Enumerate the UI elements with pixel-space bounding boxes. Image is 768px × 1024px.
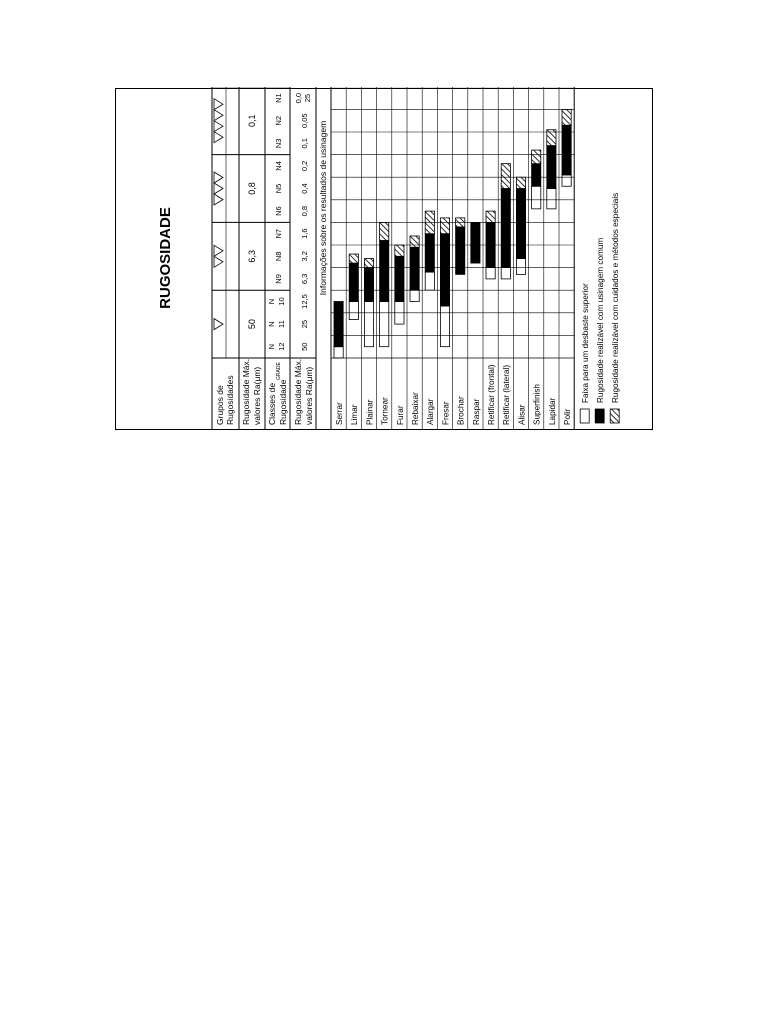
class-label: N8 bbox=[274, 251, 283, 262]
bar-white bbox=[380, 302, 389, 347]
process-label: Alisar bbox=[517, 404, 527, 425]
class-label: N9 bbox=[274, 274, 283, 284]
bar-white bbox=[364, 302, 373, 347]
roughness-triangle-icon bbox=[214, 132, 223, 143]
class-label: N4 bbox=[274, 161, 283, 171]
grupos-label-1: Grupos de bbox=[215, 385, 225, 425]
process-label: Polir bbox=[563, 408, 572, 425]
chart-title: RUGOSIDADE bbox=[157, 207, 174, 309]
process-label: Lapidar bbox=[547, 397, 557, 425]
info-label: Informações sobre os resultados de usinagem bbox=[318, 120, 328, 296]
class-label: N7 bbox=[274, 228, 283, 239]
rugosidade-chart bbox=[116, 87, 654, 429]
group-max-value: 6,3 bbox=[247, 250, 257, 263]
group-max-value: 0,1 bbox=[247, 114, 257, 127]
process-rows bbox=[331, 87, 574, 429]
legend bbox=[580, 193, 620, 423]
bar-hatch bbox=[364, 259, 373, 268]
bar-white bbox=[486, 268, 495, 279]
group-max-value: 0,8 bbox=[247, 182, 257, 195]
bar-white bbox=[501, 268, 510, 279]
ra-value: 50 bbox=[300, 342, 309, 351]
bar-black bbox=[364, 268, 373, 302]
grupos-label-2: Rugosidades bbox=[225, 375, 235, 425]
class-label: 10 bbox=[277, 297, 286, 306]
bar-hatch bbox=[516, 177, 525, 188]
bar-white bbox=[425, 272, 434, 290]
rmax-label-2: valores Ra(μm) bbox=[252, 366, 262, 425]
process-label: Rebaixar bbox=[411, 392, 420, 425]
process-label: Brochar bbox=[456, 396, 466, 425]
bar-hatch bbox=[410, 236, 419, 247]
bar-hatch bbox=[349, 254, 358, 263]
bar-black bbox=[440, 234, 449, 306]
process-label: Fresar bbox=[441, 401, 451, 425]
process-label: Furar bbox=[395, 405, 405, 425]
class-label: N1 bbox=[274, 93, 283, 103]
bar-white bbox=[334, 347, 343, 358]
ra-value: 0,05 bbox=[300, 113, 309, 129]
legend-swatch bbox=[595, 409, 604, 423]
ra-value: 25 bbox=[303, 93, 312, 103]
process-label: Plainar bbox=[365, 399, 375, 425]
bar-black bbox=[349, 263, 358, 301]
ra-value: 12,5 bbox=[300, 294, 309, 309]
bar-white bbox=[532, 186, 541, 209]
legend-swatch bbox=[580, 409, 589, 423]
roughness-groups bbox=[214, 99, 257, 330]
roughness-triangle-icon bbox=[214, 194, 223, 205]
roughness-triangle-icon bbox=[214, 183, 223, 194]
rmax2-label-1: Rugosidade Máx. bbox=[293, 358, 303, 425]
bar-black bbox=[410, 247, 419, 290]
bar-hatch bbox=[501, 164, 510, 189]
roughness-triangle-icon bbox=[214, 245, 223, 256]
class-label: 12 bbox=[277, 342, 286, 351]
ra-value: 0,1 bbox=[300, 138, 309, 149]
class-label: N bbox=[267, 343, 276, 350]
class-label: N bbox=[267, 298, 276, 305]
bar-black bbox=[547, 146, 556, 189]
roughness-triangle-icon bbox=[214, 99, 223, 110]
bar-white bbox=[410, 290, 419, 301]
ra-value: 3,2 bbox=[300, 251, 309, 262]
roughness-triangle-icon bbox=[214, 319, 223, 330]
bar-black bbox=[456, 227, 465, 274]
legend-label: Rugosidade realizável com usinagem comum bbox=[596, 237, 606, 403]
roughness-triangle-icon bbox=[214, 121, 223, 132]
bar-black bbox=[471, 222, 480, 263]
bar-black bbox=[334, 302, 343, 347]
classes-label-1: Classes de bbox=[267, 382, 277, 425]
ra-value: 0,0 bbox=[294, 92, 303, 104]
bar-black bbox=[395, 256, 404, 301]
classes-label-sup: GRADE bbox=[276, 362, 282, 380]
ra-values bbox=[294, 93, 312, 351]
class-label: N bbox=[267, 321, 276, 327]
roughness-triangle-icon bbox=[214, 110, 223, 121]
roughness-triangle-icon bbox=[214, 256, 223, 267]
classes-label-2: Rugosidade bbox=[278, 379, 288, 425]
class-label: 11 bbox=[277, 320, 286, 328]
rmax-label-1: Rugosidade Máx. bbox=[241, 358, 251, 425]
process-label: Retificar (lateral) bbox=[502, 364, 512, 425]
bar-white bbox=[562, 175, 571, 186]
bar-hatch bbox=[562, 109, 571, 125]
ra-value: 25 bbox=[300, 319, 309, 329]
bar-white bbox=[349, 302, 358, 320]
bar-white bbox=[440, 306, 449, 347]
process-label: Retificar (frontal) bbox=[487, 364, 496, 425]
process-label: Alargar bbox=[426, 398, 436, 425]
bar-black bbox=[425, 234, 434, 272]
bar-hatch bbox=[486, 211, 495, 222]
bar-white bbox=[516, 259, 525, 275]
class-label: N2 bbox=[274, 115, 283, 126]
ra-value: 6,3 bbox=[300, 273, 309, 285]
class-label: N6 bbox=[274, 206, 283, 216]
bar-white bbox=[547, 189, 556, 209]
process-label: Raspar bbox=[471, 398, 481, 425]
bar-black bbox=[532, 164, 541, 187]
rotated-chart-container bbox=[116, 87, 654, 429]
legend-swatch bbox=[610, 409, 619, 423]
ra-value: 0,8 bbox=[300, 205, 309, 217]
process-label: Tornear bbox=[380, 397, 390, 425]
ra-value: 0,4 bbox=[300, 183, 309, 194]
bar-hatch bbox=[440, 218, 449, 234]
process-label: Serrar bbox=[335, 402, 344, 425]
process-label: Superfinish bbox=[532, 384, 542, 425]
legend-label: Rugosidade realizável com cuidados e métodos especiais bbox=[611, 192, 621, 403]
rmax2-label-2: valores Ra(μm) bbox=[304, 366, 314, 425]
class-label: N3 bbox=[274, 138, 283, 149]
rugosidade-chart-frame bbox=[115, 88, 653, 430]
bar-black bbox=[501, 189, 510, 268]
bar-black bbox=[380, 240, 389, 301]
legend-label: Faixa para um desbaste superior bbox=[581, 283, 591, 403]
group-max-value: 50 bbox=[247, 319, 257, 330]
bar-black bbox=[516, 189, 525, 259]
ra-value: 0,2 bbox=[300, 160, 309, 172]
bar-hatch bbox=[380, 222, 389, 240]
bar-black bbox=[562, 125, 571, 175]
ra-value: 1,6 bbox=[300, 228, 309, 239]
bar-hatch bbox=[395, 245, 404, 256]
bar-hatch bbox=[532, 150, 541, 164]
roughness-triangle-icon bbox=[214, 172, 223, 183]
process-label: Limar bbox=[350, 404, 360, 425]
class-label: N5 bbox=[274, 183, 283, 194]
